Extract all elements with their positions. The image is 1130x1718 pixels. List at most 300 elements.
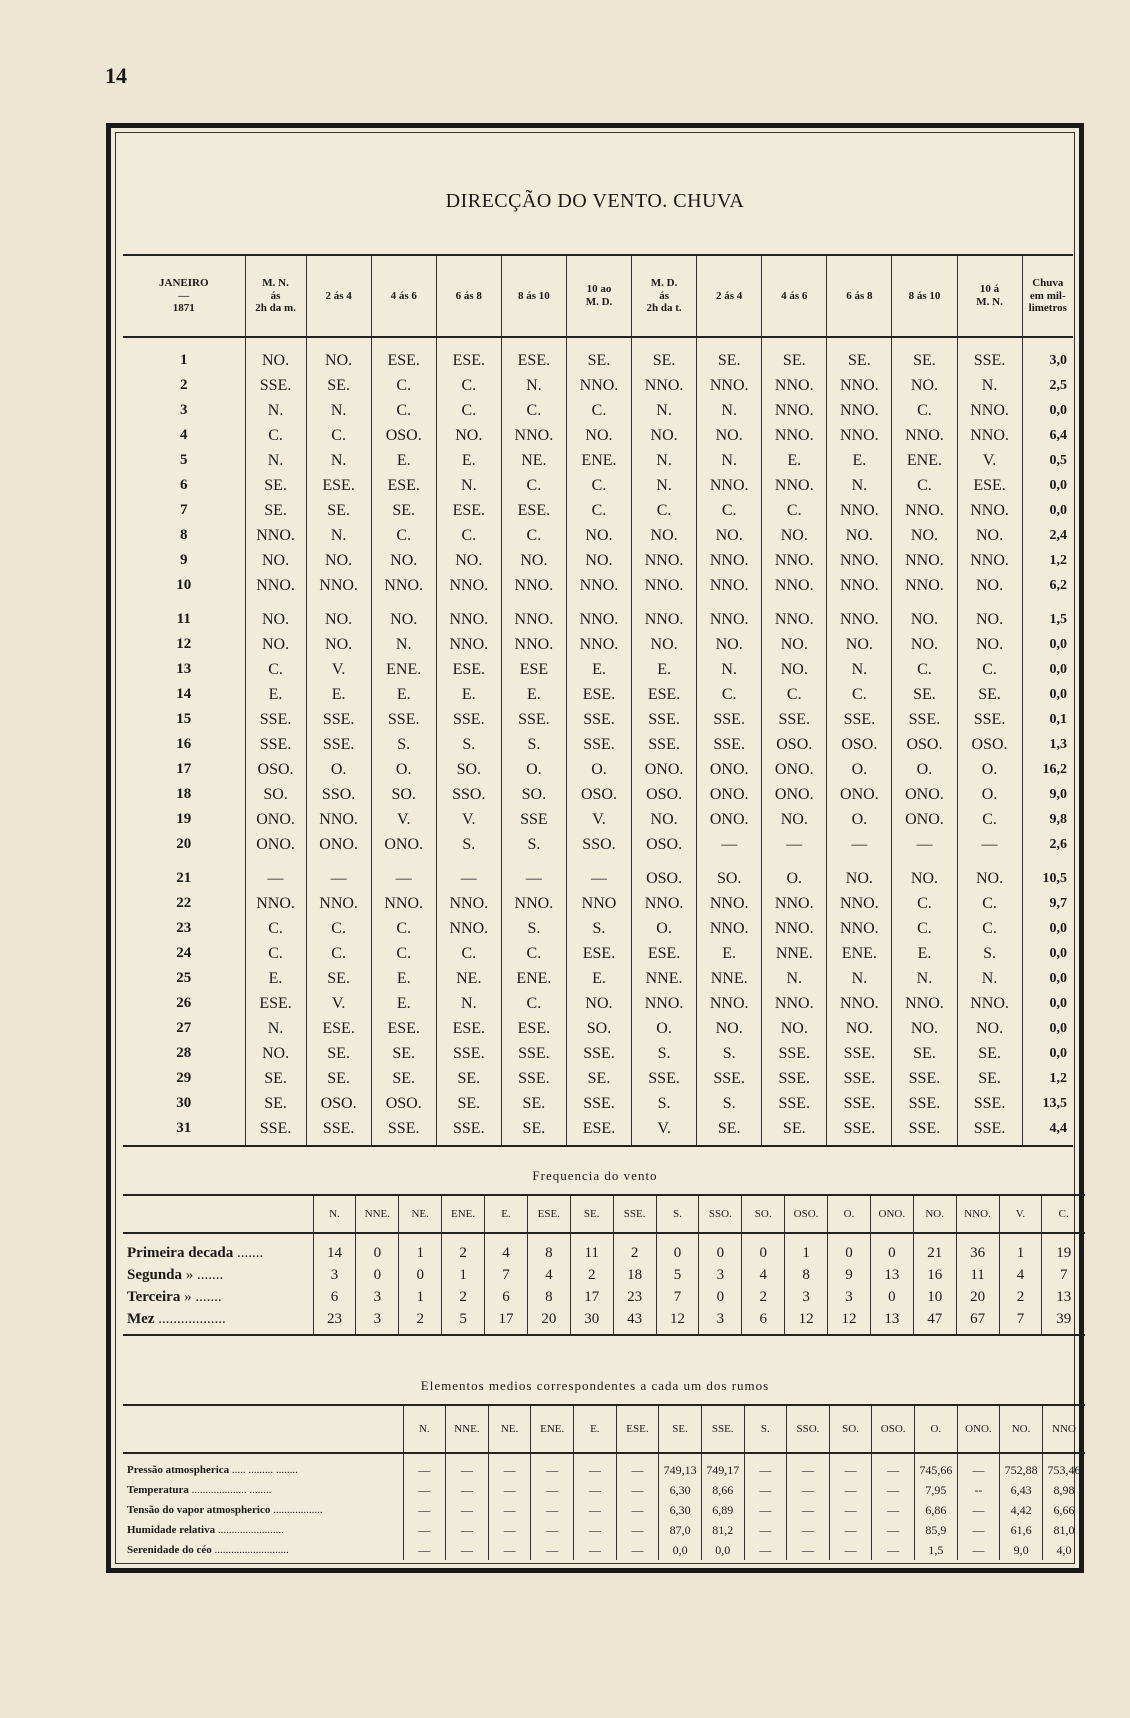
rain-cell: 0,0 <box>1022 657 1073 682</box>
leader-dots: .................... ........ <box>191 1484 272 1496</box>
wind-cell: NNO. <box>762 373 827 398</box>
value-cell: — <box>574 1540 617 1560</box>
wind-cell: C. <box>697 498 762 523</box>
wind-cell: ONO. <box>892 807 957 832</box>
count-cell: 12 <box>656 1308 699 1335</box>
wind-cell: O. <box>632 916 697 941</box>
wind-cell: SSE. <box>245 732 306 757</box>
day-cell: 15 <box>176 711 192 727</box>
wind-cell: OSO. <box>957 732 1022 757</box>
wind-cell: N. <box>436 473 501 498</box>
wind-cell: — <box>762 832 827 857</box>
wind-cell: NO. <box>306 548 371 573</box>
wind-cell: N. <box>245 448 306 473</box>
value-cell: — <box>787 1500 830 1520</box>
wind-cell: NNO. <box>436 632 501 657</box>
wind-cell: SSE. <box>697 707 762 732</box>
count-cell: 8 <box>527 1233 570 1264</box>
table-row <box>123 857 1073 891</box>
day-cell: 19 <box>176 811 192 827</box>
wind-cell: NNO. <box>762 916 827 941</box>
day-cell: 10 <box>176 577 192 593</box>
value-cell: 8,98 <box>1042 1480 1085 1500</box>
wind-cell: NNO. <box>892 991 957 1016</box>
day-cell: 27 <box>176 1020 192 1036</box>
wind-cell: ONO. <box>762 757 827 782</box>
wind-cell: NNO. <box>892 548 957 573</box>
wind-cell: NE. <box>501 448 566 473</box>
wind-cell: NNO. <box>436 891 501 916</box>
count-cell: 8 <box>527 1286 570 1308</box>
wind-cell: — <box>245 857 306 891</box>
count-cell: 2 <box>742 1286 785 1308</box>
wind-cell: SE. <box>892 682 957 707</box>
count-cell: 23 <box>613 1286 656 1308</box>
day-cell: 21 <box>176 870 192 886</box>
wind-cell: SSO. <box>566 832 631 857</box>
wind-cell: C. <box>957 657 1022 682</box>
wind-cell: C. <box>892 916 957 941</box>
rain-cell: 0,0 <box>1022 398 1073 423</box>
wind-cell: E. <box>371 966 436 991</box>
rain-cell: 0,0 <box>1022 682 1073 707</box>
wind-cell: NNO. <box>762 991 827 1016</box>
wind-cell: C. <box>306 941 371 966</box>
wind-cell: E. <box>566 966 631 991</box>
table-row <box>123 423 1073 448</box>
direction-header: SSE. <box>613 1195 656 1233</box>
row-label <box>123 1480 403 1500</box>
wind-cell: NO. <box>957 573 1022 598</box>
wind-cell: NO. <box>827 632 892 657</box>
wind-cell: NNO. <box>762 423 827 448</box>
row-label <box>123 1233 313 1264</box>
count-cell: 21 <box>913 1233 956 1264</box>
leader-dots: ....... <box>236 1244 264 1261</box>
wind-cell: ESE. <box>436 1016 501 1041</box>
wind-cell: SE. <box>371 498 436 523</box>
direction-header: NE. <box>488 1405 531 1453</box>
rain-cell: 2,4 <box>1022 523 1073 548</box>
wind-cell: SO. <box>501 782 566 807</box>
wind-cell: NO. <box>436 423 501 448</box>
wind-cell: E. <box>436 682 501 707</box>
direction-header: NNO. <box>956 1195 999 1233</box>
wind-cell: — <box>566 857 631 891</box>
table-row <box>123 891 1073 916</box>
value-cell: 753,46 <box>1042 1453 1085 1480</box>
row-label <box>123 1520 403 1540</box>
table-row <box>123 1453 1085 1480</box>
direction-header: ESE. <box>527 1195 570 1233</box>
direction-header: NO. <box>1000 1405 1043 1453</box>
value-cell: 6,43 <box>1000 1480 1043 1500</box>
wind-cell: ESE. <box>566 682 631 707</box>
wind-cell: C. <box>436 941 501 966</box>
wind-cell: NO. <box>371 598 436 632</box>
table-row <box>123 448 1073 473</box>
value-cell: — <box>872 1480 915 1500</box>
day-cell: 18 <box>176 786 192 802</box>
wind-cell: C. <box>957 891 1022 916</box>
count-cell: 0 <box>699 1233 742 1264</box>
row-label <box>123 1308 313 1335</box>
value-cell: 749,17 <box>701 1453 744 1480</box>
wind-cell: NO. <box>762 657 827 682</box>
count-cell: 19 <box>1042 1233 1085 1264</box>
count-cell: 47 <box>913 1308 956 1335</box>
table-row <box>123 523 1073 548</box>
wind-cell: SSE. <box>892 1116 957 1146</box>
count-cell: 7 <box>656 1286 699 1308</box>
wind-cell: OSO. <box>306 1091 371 1116</box>
count-cell: 2 <box>999 1286 1042 1308</box>
table-row <box>123 1540 1085 1560</box>
rain-cell: 1,2 <box>1022 1066 1073 1091</box>
row-label-text: Segunda <box>127 1266 183 1283</box>
count-cell: 13 <box>1042 1286 1085 1308</box>
rain-cell: 6,4 <box>1022 423 1073 448</box>
wind-cell: ESE. <box>632 941 697 966</box>
wind-cell: SE. <box>306 498 371 523</box>
table-row <box>123 1520 1085 1540</box>
wind-cell: NO. <box>245 1041 306 1066</box>
wind-cell: NNO. <box>827 373 892 398</box>
direction-header: SO. <box>742 1195 785 1233</box>
row-label-text: Serenidade do céo <box>127 1544 212 1556</box>
wind-cell: C. <box>892 473 957 498</box>
wind-cell: S. <box>697 1091 762 1116</box>
wind-cell: SSE <box>501 807 566 832</box>
wind-cell: SSE. <box>697 732 762 757</box>
table-row <box>123 657 1073 682</box>
wind-cell: S. <box>501 732 566 757</box>
wind-cell: SO. <box>436 757 501 782</box>
count-cell: 5 <box>442 1308 485 1335</box>
count-cell: 2 <box>442 1233 485 1264</box>
wind-cell: E. <box>371 448 436 473</box>
wind-cell: NNO. <box>566 598 631 632</box>
wind-cell: ONO. <box>245 807 306 832</box>
wind-cell: NNO. <box>762 398 827 423</box>
value-cell: — <box>488 1520 531 1540</box>
wind-cell: N. <box>957 373 1022 398</box>
wind-cell: C. <box>892 891 957 916</box>
wind-cell: SSE. <box>566 707 631 732</box>
count-cell: 7 <box>485 1264 528 1286</box>
wind-cell: N. <box>632 473 697 498</box>
wind-cell: NO. <box>762 523 827 548</box>
wind-cell: SE. <box>245 1066 306 1091</box>
wind-cell: SE. <box>306 1066 371 1091</box>
wind-cell: C. <box>371 373 436 398</box>
value-cell: — <box>829 1453 872 1480</box>
wind-cell: SSE. <box>371 1116 436 1146</box>
row-label <box>123 1540 403 1560</box>
row-label-text: Terceira <box>127 1288 181 1305</box>
day-cell: 23 <box>176 920 192 936</box>
wind-frequency-table <box>123 1194 1085 1336</box>
wind-cell: ONO. <box>762 782 827 807</box>
wind-cell: NNO. <box>501 423 566 448</box>
value-cell: — <box>531 1480 574 1500</box>
wind-cell: SSE. <box>827 1041 892 1066</box>
wind-cell: NNO. <box>566 373 631 398</box>
count-cell: 0 <box>699 1286 742 1308</box>
wind-cell: — <box>827 832 892 857</box>
rain-cell: 0,5 <box>1022 448 1073 473</box>
count-cell: 3 <box>828 1286 871 1308</box>
wind-cell: SSE. <box>245 1116 306 1146</box>
table-row <box>123 832 1073 857</box>
wind-cell: S. <box>501 916 566 941</box>
wind-cell: NO. <box>892 857 957 891</box>
wind-cell: NO. <box>762 1016 827 1041</box>
day-cell: 5 <box>180 452 188 468</box>
value-cell: — <box>616 1540 659 1560</box>
value-cell: — <box>574 1520 617 1540</box>
wind-cell: OSO. <box>245 757 306 782</box>
row-label-text: Primeira decada <box>127 1244 234 1261</box>
wind-cell: NNO. <box>632 991 697 1016</box>
day-cell: 26 <box>176 995 192 1011</box>
wind-cell: C. <box>501 941 566 966</box>
wind-cell: SSE. <box>762 1041 827 1066</box>
table-frame <box>106 123 1084 1573</box>
wind-cell: NNO. <box>371 573 436 598</box>
wind-cell: ESE. <box>632 682 697 707</box>
wind-cell: SE. <box>632 337 697 373</box>
rain-cell: 0,0 <box>1022 991 1073 1016</box>
wind-cell: C. <box>371 523 436 548</box>
value-cell: — <box>957 1540 1000 1560</box>
wind-cell: SSE. <box>827 707 892 732</box>
wind-cell: SSO. <box>306 782 371 807</box>
wind-cell: C. <box>892 398 957 423</box>
wind-cell: NNO. <box>957 398 1022 423</box>
column-header: Chuva em mil- limetros <box>1022 255 1073 337</box>
column-header: M. D. ás 2h da t. <box>632 255 697 337</box>
wind-cell: E. <box>306 682 371 707</box>
wind-cell: SSE. <box>892 1066 957 1091</box>
wind-cell: — <box>436 857 501 891</box>
value-cell: — <box>446 1520 489 1540</box>
wind-cell: SSE. <box>762 707 827 732</box>
wind-cell: NNO. <box>827 398 892 423</box>
wind-cell: NNO. <box>501 573 566 598</box>
wind-cell: NNO. <box>892 423 957 448</box>
wind-cell: NO. <box>566 523 631 548</box>
wind-cell: NO. <box>892 523 957 548</box>
wind-cell: SE. <box>957 682 1022 707</box>
value-cell: 745,66 <box>915 1453 958 1480</box>
value-cell: 81,0 <box>1042 1520 1085 1540</box>
count-cell: 2 <box>399 1308 442 1335</box>
value-cell: — <box>787 1520 830 1540</box>
count-cell: 0 <box>399 1264 442 1286</box>
wind-cell: OSO. <box>892 732 957 757</box>
wind-direction-table <box>123 254 1073 1147</box>
wind-cell: C. <box>762 682 827 707</box>
wind-cell: SSE. <box>632 1066 697 1091</box>
wind-cell: NO. <box>827 1016 892 1041</box>
row-label-text: Tensão do vapor atmospherico <box>127 1504 271 1516</box>
count-cell: 12 <box>785 1308 828 1335</box>
wind-cell: NO. <box>632 807 697 832</box>
row-label-header <box>123 1195 313 1233</box>
wind-cell: ENE. <box>827 941 892 966</box>
direction-header: NNE. <box>356 1195 399 1233</box>
day-cell: 11 <box>176 611 191 627</box>
table-row <box>123 1116 1073 1146</box>
wind-cell: NO. <box>892 1016 957 1041</box>
count-cell: 9 <box>828 1264 871 1286</box>
wind-cell: V. <box>566 807 631 832</box>
wind-cell: SE. <box>245 498 306 523</box>
wind-cell: V. <box>306 657 371 682</box>
wind-cell: SE. <box>957 1041 1022 1066</box>
table-row <box>123 1091 1073 1116</box>
wind-cell: NNO. <box>245 573 306 598</box>
wind-cell: C. <box>245 916 306 941</box>
count-cell: 12 <box>828 1308 871 1335</box>
wind-cell: SSE. <box>245 707 306 732</box>
wind-cell: SSE. <box>632 732 697 757</box>
wind-cell: NNO. <box>697 373 762 398</box>
value-cell: — <box>957 1453 1000 1480</box>
wind-cell: ENE. <box>566 448 631 473</box>
wind-cell: — <box>697 832 762 857</box>
table-row <box>123 373 1073 398</box>
rain-cell: 6,2 <box>1022 573 1073 598</box>
value-cell: 1,5 <box>915 1540 958 1560</box>
wind-cell: E. <box>371 682 436 707</box>
value-cell: 6,89 <box>701 1500 744 1520</box>
wind-cell: N. <box>371 632 436 657</box>
rain-cell: 0,0 <box>1022 1016 1073 1041</box>
value-cell: — <box>744 1500 787 1520</box>
wind-cell: NNO. <box>436 573 501 598</box>
wind-cell: SE. <box>436 1091 501 1116</box>
value-cell: — <box>446 1500 489 1520</box>
wind-cell: OSO. <box>632 857 697 891</box>
count-cell: 6 <box>742 1308 785 1335</box>
column-header: 6 ás 8 <box>827 255 892 337</box>
wind-cell: SE. <box>436 1066 501 1091</box>
direction-header: NO. <box>913 1195 956 1233</box>
count-cell: 4 <box>742 1264 785 1286</box>
wind-cell: ESE. <box>501 337 566 373</box>
value-cell: — <box>574 1453 617 1480</box>
wind-cell: SE. <box>306 373 371 398</box>
count-cell: 2 <box>613 1233 656 1264</box>
wind-cell: C. <box>501 473 566 498</box>
rain-cell: 4,4 <box>1022 1116 1073 1146</box>
wind-cell: SSE. <box>436 707 501 732</box>
wind-cell: N. <box>245 1016 306 1041</box>
value-cell: — <box>744 1520 787 1540</box>
wind-table-header <box>123 255 1073 337</box>
count-cell: 10 <box>913 1286 956 1308</box>
value-cell: — <box>957 1500 1000 1520</box>
count-cell: 14 <box>313 1233 356 1264</box>
count-cell: 36 <box>956 1233 999 1264</box>
count-cell: 0 <box>870 1233 913 1264</box>
value-cell: — <box>787 1540 830 1560</box>
wind-cell: O. <box>566 757 631 782</box>
wind-cell: NO. <box>632 423 697 448</box>
wind-cell: NNO. <box>827 891 892 916</box>
direction-header: SE. <box>570 1195 613 1233</box>
wind-cell: NNE. <box>697 966 762 991</box>
day-cell: 24 <box>176 945 192 961</box>
wind-cell: NO. <box>632 632 697 657</box>
wind-cell: ESE. <box>436 498 501 523</box>
wind-cell: SE. <box>892 1041 957 1066</box>
wind-cell: O. <box>762 857 827 891</box>
wind-cell: SSE. <box>306 707 371 732</box>
wind-cell: NNO. <box>827 498 892 523</box>
wind-cell: NNO. <box>697 891 762 916</box>
wind-cell: NNO. <box>697 991 762 1016</box>
wind-cell: NNO. <box>697 916 762 941</box>
value-cell: 85,9 <box>915 1520 958 1540</box>
value-cell: 6,30 <box>659 1480 702 1500</box>
wind-cell: SE. <box>501 1091 566 1116</box>
leader-dots: .................. <box>273 1504 323 1516</box>
wind-cell: O. <box>827 807 892 832</box>
wind-cell: ESE. <box>566 1116 631 1146</box>
value-cell: — <box>446 1453 489 1480</box>
direction-header: OSO. <box>872 1405 915 1453</box>
wind-cell: S. <box>697 1041 762 1066</box>
wind-cell: NO. <box>697 1016 762 1041</box>
wind-cell: NNO. <box>632 373 697 398</box>
wind-cell: NNO. <box>697 548 762 573</box>
wind-cell: S. <box>632 1091 697 1116</box>
wind-cell: NNO. <box>827 991 892 1016</box>
wind-cell: SE. <box>371 1041 436 1066</box>
table-row <box>123 941 1073 966</box>
value-cell: 0,0 <box>659 1540 702 1560</box>
wind-cell: N. <box>827 657 892 682</box>
rain-cell: 9,7 <box>1022 891 1073 916</box>
wind-cell: E. <box>632 657 697 682</box>
leader-dots: ..... ......... ........ <box>231 1464 298 1476</box>
wind-cell: O. <box>501 757 566 782</box>
table-row <box>123 1041 1073 1066</box>
wind-cell: C. <box>436 398 501 423</box>
wind-cell: NO. <box>762 632 827 657</box>
wind-cell: NO. <box>957 598 1022 632</box>
day-cell: 4 <box>180 427 188 443</box>
wind-cell: C. <box>566 498 631 523</box>
rain-cell: 0,0 <box>1022 498 1073 523</box>
table-row <box>123 966 1073 991</box>
wind-cell: E. <box>371 991 436 1016</box>
wind-cell: SE. <box>306 1041 371 1066</box>
wind-cell: NNO. <box>306 891 371 916</box>
count-cell: 13 <box>870 1264 913 1286</box>
wind-cell: SSE. <box>306 732 371 757</box>
day-cell: 16 <box>176 736 192 752</box>
day-cell: 22 <box>176 895 192 911</box>
value-cell: — <box>616 1453 659 1480</box>
value-cell: — <box>616 1520 659 1540</box>
table-row <box>123 1016 1073 1041</box>
row-label-text: Mez <box>127 1310 155 1327</box>
value-cell: — <box>872 1500 915 1520</box>
